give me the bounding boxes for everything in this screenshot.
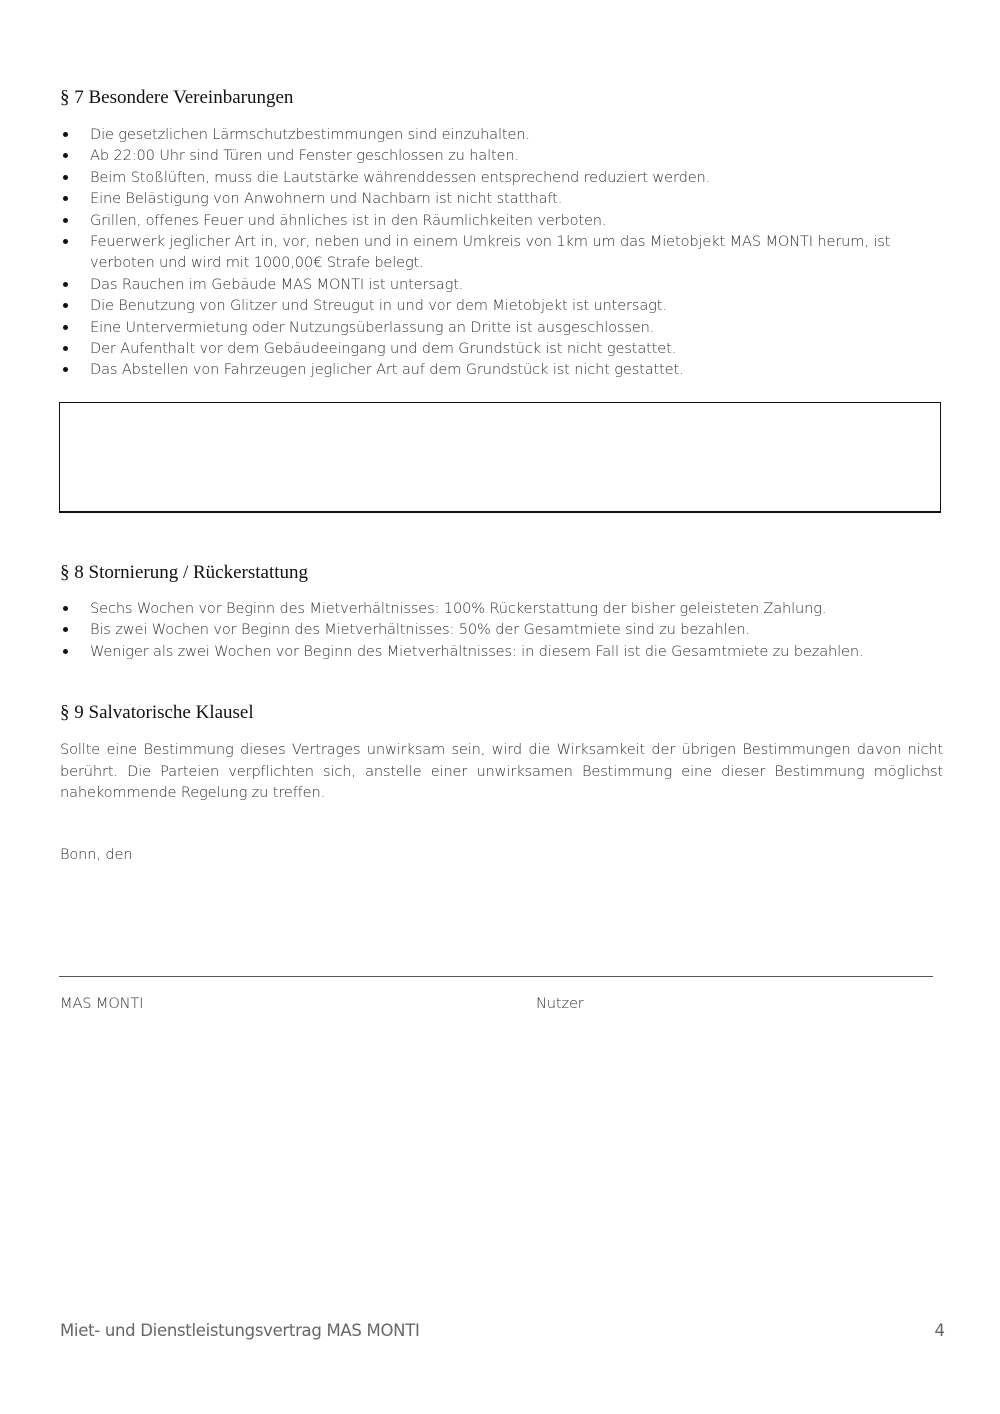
list-item: Eine Belästigung von Anwohnern und Nachbarn ist nicht statthaft. [60, 188, 945, 209]
list-item: Die Benutzung von Glitzer und Streugut in und vor dem Mietobjekt ist untersagt. [60, 295, 945, 316]
signature-line [59, 976, 933, 977]
section-7-heading: § 7 Besondere Vereinbarungen [60, 87, 294, 108]
section-9-heading: § 9 Salvatorische Klausel [60, 702, 254, 723]
signature-label-landlord: MAS MONTI [60, 995, 144, 1012]
section-8-heading: § 8 Stornierung / Rückerstattung [60, 562, 309, 583]
list-item: Eine Untervermietung oder Nutzungsüberlassung an Dritte ist ausgeschlossen. [60, 317, 945, 338]
empty-text-box [59, 402, 941, 513]
place-date-label: Bonn, den [60, 846, 133, 863]
section-7-list [60, 124, 945, 381]
list-item: Beim Stoßlüften, muss die Lautstärke währenddessen entsprechend reduziert werden. [60, 167, 945, 188]
list-item: Weniger als zwei Wochen vor Beginn des Mietverhältnisses: in diesem Fall ist die Gesamtmiete zu bezahlen. [60, 641, 945, 662]
signature-label-user: Nutzer [536, 995, 584, 1012]
section-9-text: Sollte eine Bestimmung dieses Vertrages unwirksam sein, wird die Wirksamkeit der übrigen Bestimmungen davon nicht berührt. Die Parteien verpflichten sich, anstelle einer unwirksamen Bestimmung eine dieser Bestimmung möglichst nahekommende Regelung zu treffen. [60, 741, 943, 802]
list-item: Bis zwei Wochen vor Beginn des Mietverhältnisses: 50% der Gesamtmiete sind zu bezahlen. [60, 619, 945, 640]
list-item: Feuerwerk jeglicher Art in, vor, neben und in einem Umkreis von 1km um das Mietobjekt MAS MONTI herum, ist verboten und wird mit 1000,00€ Strafe belegt. [60, 231, 945, 274]
list-item: Grillen, offenes Feuer und ähnliches ist in den Räumlichkeiten verboten. [60, 210, 945, 231]
page-number: 4 [934, 1321, 945, 1340]
list-item: Sechs Wochen vor Beginn des Mietverhältnisses: 100% Rückerstattung der bisher geleisteten Zahlung. [60, 598, 945, 619]
list-item: Das Rauchen im Gebäude MAS MONTI ist untersagt. [60, 274, 945, 295]
list-item: Der Aufenthalt vor dem Gebäudeeingang und dem Grundstück ist nicht gestattet. [60, 338, 945, 359]
section-8-list [60, 598, 945, 662]
footer-title: Miet- und Dienstleistungsvertrag MAS MONTI [60, 1321, 420, 1340]
list-item: Die gesetzlichen Lärmschutzbestimmungen sind einzuhalten. [60, 124, 945, 145]
list-item: Das Abstellen von Fahrzeugen jeglicher Art auf dem Grundstück ist nicht gestattet. [60, 359, 945, 380]
list-item: Ab 22:00 Uhr sind Türen und Fenster geschlossen zu halten. [60, 145, 945, 166]
